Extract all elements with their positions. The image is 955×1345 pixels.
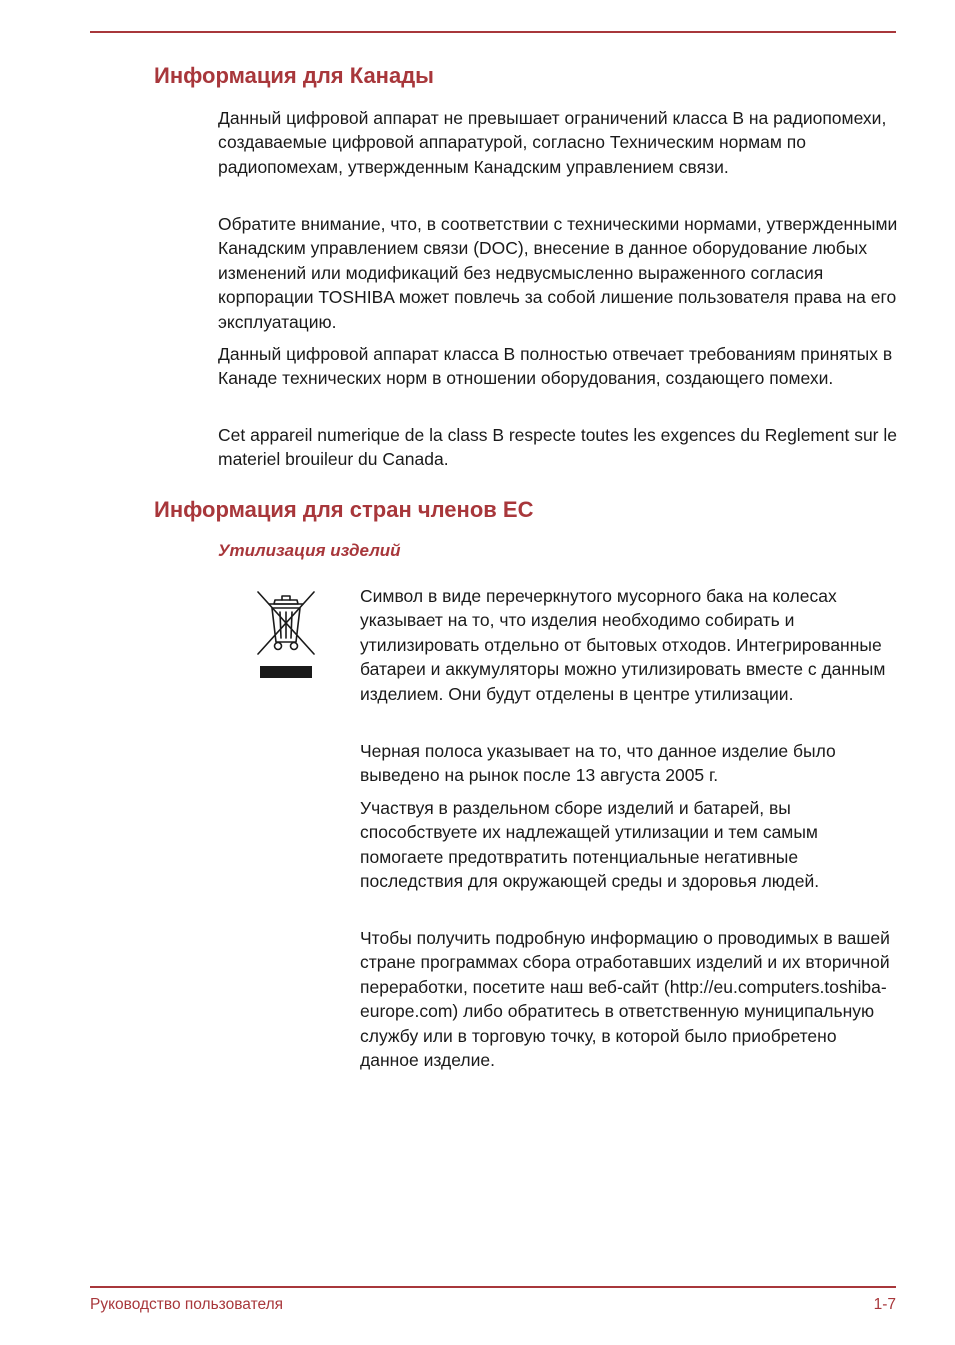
subheading-product-disposal: Утилизация изделий <box>218 541 401 560</box>
canada-paragraph-2: Обратите внимание, что, в соответствии с техническими нормами, утвержденными Канадским управлением связи (DOC), внесение в данное оборудование любых изменений или модификаций без недвусмысленно выраженного согласия корпорации TOSHIBA может повлечь за собой лишение пользователя права на его эксплуатацию. <box>218 214 898 332</box>
bottom-divider <box>90 1286 896 1288</box>
canada-paragraph-4: Cet appareil numerique de la class B respecte toutes les exgences du Reglement sur le materiel brouileur du Canada. <box>218 425 897 470</box>
top-divider <box>90 31 896 33</box>
canada-paragraph-1: Данный цифровой аппарат не превышает ограничений класса B на радиопомехи, создаваемые цифровой аппаратурой, согласно Техническим нормам по радиопомехам, утвержденным Канадским управлением связи. <box>218 108 887 177</box>
crossed-out-wheelie-bin-icon <box>254 586 318 682</box>
heading-eu: Информация для стран членов ЕС <box>154 497 534 522</box>
heading-canada: Информация для Канады <box>154 63 434 88</box>
eu-paragraph-1: Символ в виде перечеркнутого мусорного бака на колесах указывает на то, что изделия необходимо собирать и утилизировать отдельно от бытовых отходов. Интегрированные батареи и аккумуляторы можно утилизировать вместе с данным изделием. Они будут отделены в центре утилизации. <box>360 586 886 704</box>
eu-paragraph-3: Участвуя в раздельном сборе изделий и батарей, вы способствуете их надлежащей утилизации и тем самым помогаете предотвратить потенциальные негативные последствия для окружающей среды и здоровья людей. <box>360 798 820 892</box>
canada-paragraph-3: Данный цифровой аппарат класса B полностью отвечает требованиям принятых в Канаде технических норм в отношении оборудования, создающего помехи. <box>218 344 893 389</box>
eu-paragraph-4: Чтобы получить подробную информацию о проводимых в вашей стране программах сбора отработавших изделий и их вторичной переработки, посетите наш веб-сайт (http://eu.computers.toshiba-europe.com) либо обратитесь в ответственную муниципальную службу или в торговую точку, в которой было приобретено данное изделие. <box>360 928 890 1071</box>
footer-page-number: 1-7 <box>873 1296 896 1313</box>
eu-paragraph-2: Черная полоса указывает на то, что данное изделие было выведено на рынок после 13 августа 2005 г. <box>360 741 836 786</box>
footer-manual-title: Руководство пользователя <box>90 1296 284 1313</box>
